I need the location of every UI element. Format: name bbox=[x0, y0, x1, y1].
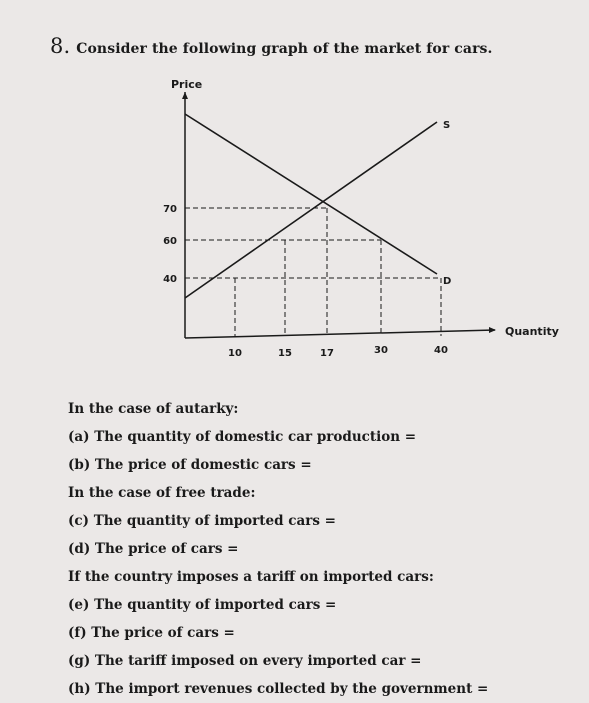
curve-S bbox=[185, 122, 437, 298]
question-number: 8. bbox=[50, 34, 71, 58]
question-line: (f) The price of cars = bbox=[68, 625, 235, 641]
curve-label-S: S bbox=[443, 120, 451, 131]
y-tick-40: 40 bbox=[163, 274, 177, 285]
question-text: Consider the following graph of the market for cars. bbox=[76, 41, 493, 57]
curve-label-D: D bbox=[443, 276, 452, 287]
question-line: If the country imposes a tariff on imported cars: bbox=[68, 569, 434, 585]
y-axis-arrow bbox=[182, 92, 188, 99]
question-line: (g) The tariff imposed on every imported car = bbox=[68, 653, 422, 669]
curve-D bbox=[185, 114, 437, 274]
x-tick-17: 17 bbox=[320, 348, 334, 359]
chart-labels bbox=[163, 78, 559, 359]
x-tick-10: 10 bbox=[228, 348, 242, 359]
question-line: In the case of autarky: bbox=[68, 401, 239, 417]
x-tick-15: 15 bbox=[278, 348, 292, 359]
y-tick-70: 70 bbox=[163, 204, 177, 215]
curves bbox=[185, 114, 437, 298]
question-line: (d) The price of cars = bbox=[68, 541, 239, 557]
y-axis-label: Price bbox=[171, 78, 203, 91]
x-tick-40: 40 bbox=[434, 345, 448, 356]
question-line: (e) The quantity of imported cars = bbox=[68, 597, 337, 613]
question-line: (a) The quantity of domestic car production = bbox=[68, 429, 417, 445]
x-tick-30: 30 bbox=[374, 345, 388, 356]
question-line: (c) The quantity of imported cars = bbox=[68, 513, 336, 529]
x-axis-arrow bbox=[489, 327, 496, 333]
x-axis bbox=[185, 330, 495, 338]
x-axis-label: Quantity bbox=[505, 325, 559, 338]
question-list bbox=[68, 395, 568, 703]
question-line: In the case of free trade: bbox=[68, 485, 256, 501]
y-tick-60: 60 bbox=[163, 236, 177, 247]
question-line: (h) The import revenues collected by the government = bbox=[68, 681, 489, 697]
question-line: (b) The price of domestic cars = bbox=[68, 457, 312, 473]
